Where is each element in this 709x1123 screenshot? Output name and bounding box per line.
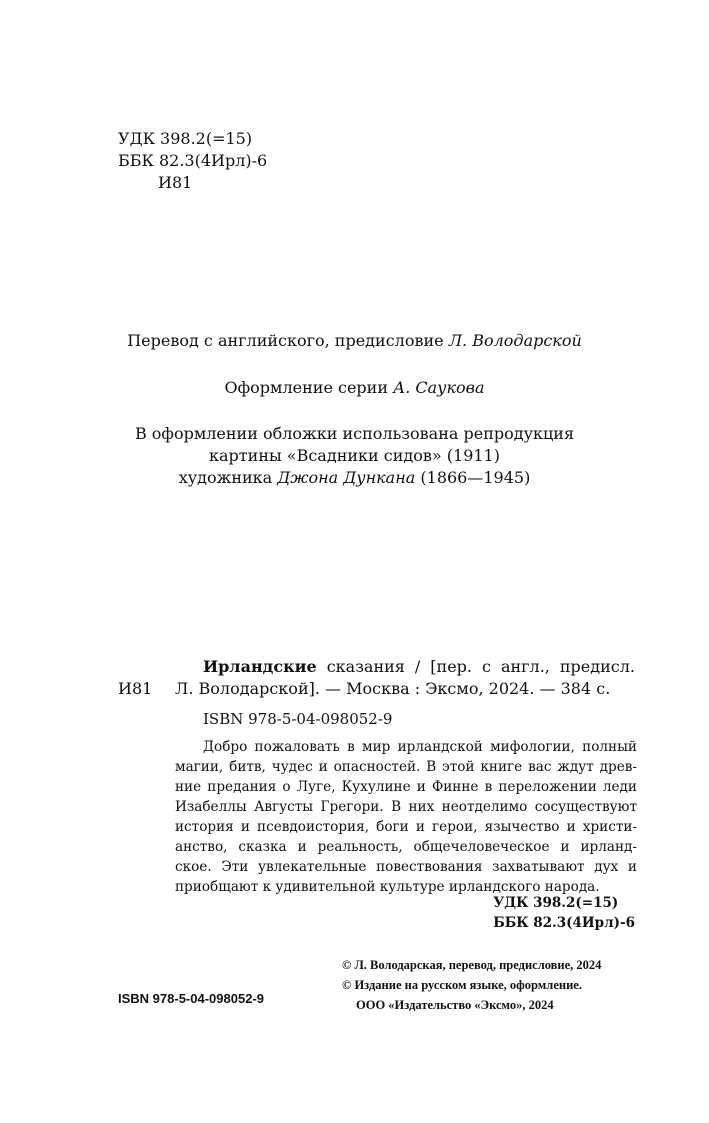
annotation-line: анство, сказка и реальность, общечеловеческое и ирланд- <box>175 839 637 855</box>
catalog-title-line-2: Л. Володарской]. — Москва : Эксмо, 2024. — 384 с. <box>175 679 611 698</box>
catalog-author-code: И81 <box>118 679 153 698</box>
cover-line-2: картины «Всадники сидов» (1911) <box>209 446 500 465</box>
copyright-line-2: © Издание на русском языке, оформление. <box>342 978 582 992</box>
catalog-title-rest: сказания / [пер. с англ., предисл. <box>326 657 635 676</box>
udk-block <box>118 128 267 194</box>
annotation-line: Изабеллы Августы Грегори. В них неотделимо сосуществуют <box>175 799 637 815</box>
author-code: И81 <box>158 173 193 192</box>
translation-credit <box>0 330 709 352</box>
cover-artist-name: Джона Дункана <box>277 468 416 487</box>
catalog-bbk: ББК 82.3(4Ирл)-6 <box>493 915 635 931</box>
bbk-code: ББК 82.3(4Ирл)-6 <box>118 151 268 170</box>
series-prefix: Оформление серии <box>224 378 388 397</box>
annotation-line: Добро пожаловать в мир ирландской мифологии, полный <box>203 739 637 755</box>
annotation-line: ское. Эти увлекательные повествования захватывают дух и <box>175 859 637 875</box>
cover-line-1: В оформлении обложки использована репродукция <box>134 424 575 443</box>
catalog-isbn: ISBN 978-5-04-098052-9 <box>203 710 393 728</box>
annotation-line: приобщают к удивительной культуре ирландского народа. <box>175 879 600 895</box>
cover-credit <box>0 423 709 489</box>
bottom-isbn: ISBN 978-5-04-098052-9 <box>118 991 264 1006</box>
udk-code: УДК 398.2(=15) <box>118 129 253 148</box>
copyright-line-1: © Л. Володарская, перевод, предисловие, 2024 <box>342 958 602 972</box>
catalog-udk: УДК 398.2(=15) <box>493 895 619 911</box>
copyright-block <box>342 955 601 1015</box>
annotation <box>175 737 637 897</box>
series-designer-name: А. Саукова <box>393 378 485 397</box>
cover-artist-years: (1866—1945) <box>420 468 531 487</box>
copyright-line-3: ООО «Издательство «Эксмо», 2024 <box>356 998 554 1012</box>
catalog-udk-block <box>493 893 635 933</box>
annotation-line: ние предания о Луге, Кухулине и Финне в переложении леди <box>175 779 637 795</box>
series-credit <box>0 377 709 399</box>
cover-line-3 <box>0 467 709 489</box>
translator-name: Л. Володарской <box>448 331 582 350</box>
catalog-title <box>175 656 635 700</box>
annotation-line: магии, битв, чудес и опасностей. В этой книге вас ждут древ- <box>175 759 637 775</box>
catalog-title-bold: Ирландские <box>203 657 317 676</box>
annotation-line: история и псевдоистория, боги и герои, язычество и христи- <box>175 819 637 835</box>
translation-prefix: Перевод с английского, предисловие <box>127 331 444 350</box>
cover-artist-prefix: художника <box>178 468 273 487</box>
